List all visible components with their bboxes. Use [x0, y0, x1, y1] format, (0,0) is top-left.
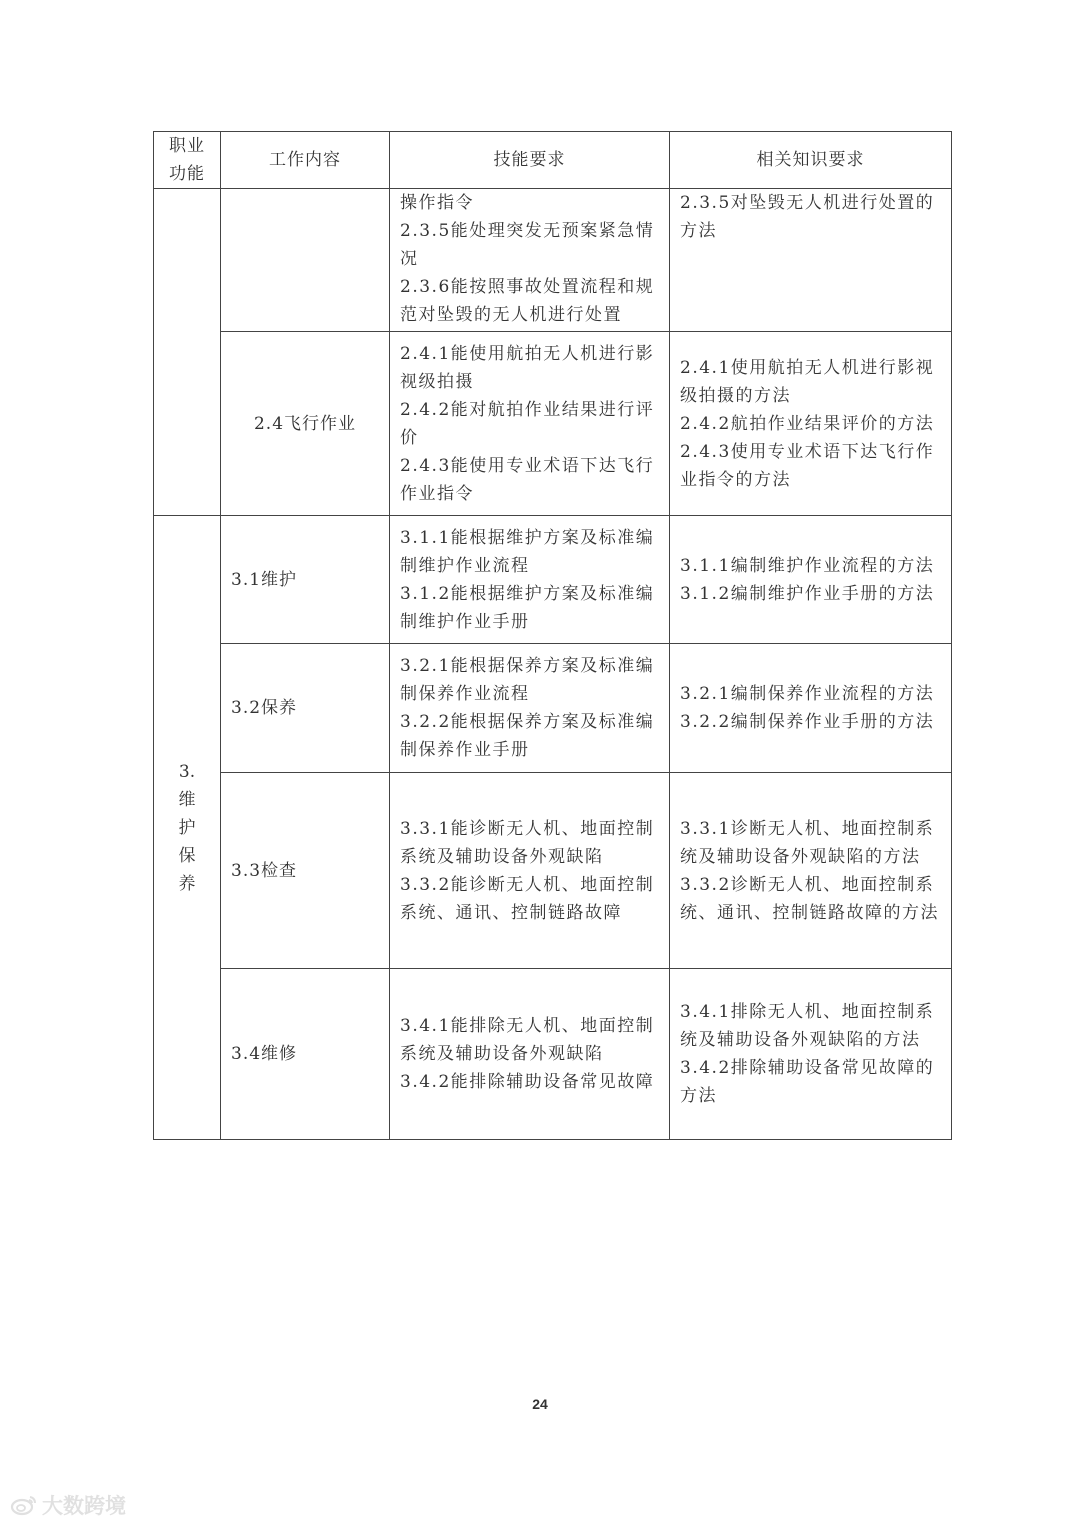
- cell-line: 况: [400, 249, 419, 269]
- header-skill: 技能要求: [390, 132, 670, 189]
- cell-line: 作业指令: [400, 483, 474, 504]
- cell-line: 方法: [680, 221, 717, 241]
- watermark-text: 大数跨境: [42, 1494, 126, 1518]
- cell-line: 2.4.2航拍作业结果评价的方法: [680, 413, 935, 434]
- cell-line: 制维护作业流程: [400, 555, 530, 576]
- skill-cell: [390, 332, 670, 516]
- cell-line: 制保养作业手册: [400, 740, 530, 760]
- table-row: [154, 189, 952, 332]
- knowledge-cell: [670, 969, 952, 1140]
- table-row: [154, 644, 952, 773]
- cell-line: 3.4.1能排除无人机、地面控制: [400, 1016, 655, 1036]
- skill-cell: [390, 644, 670, 773]
- knowledge-cell: [670, 332, 952, 516]
- cell-line: 3.1.1编制维护作业流程的方法: [680, 555, 935, 576]
- cell-line: 3.4.2能排除辅助设备常见故障: [400, 1072, 655, 1092]
- function-label: 3.维护保养: [178, 761, 196, 894]
- cell-line: 2.4.1使用航拍无人机进行影视: [680, 357, 935, 378]
- cell-line: 方法: [680, 1086, 717, 1106]
- cell-line: 统及辅助设备外观缺陷的方法: [680, 1030, 921, 1050]
- cell-line: 2.4.3使用专业术语下达飞行作: [680, 441, 935, 462]
- cell-line: 2.3.5能处理突发无预案紧急情: [400, 221, 655, 241]
- cell-line: 3.2.1编制保养作业流程的方法: [680, 684, 935, 704]
- table-row: [154, 969, 952, 1140]
- cell-line: 系统及辅助设备外观缺陷: [400, 846, 604, 867]
- knowledge-cell: [670, 189, 952, 332]
- knowledge-cell: [670, 516, 952, 644]
- knowledge-cell: [670, 773, 952, 969]
- cell-line: 3.3.2诊断无人机、地面控制系: [680, 874, 935, 895]
- cell-line: 统、通讯、控制链路故障的方法: [680, 902, 939, 923]
- page-number: 24: [532, 1396, 548, 1412]
- knowledge-cell: [670, 644, 952, 773]
- skill-cell: [390, 773, 670, 969]
- cell-line: 3.2.2能根据保养方案及标准编: [400, 712, 655, 732]
- work-cell: 3.2保养: [221, 644, 390, 773]
- cell-line: 价: [400, 427, 419, 448]
- cell-line: 业指令的方法: [680, 469, 791, 490]
- work-cell-continued: [221, 189, 390, 332]
- competency-table: [153, 131, 952, 1140]
- cell-line: 制保养作业流程: [400, 684, 530, 704]
- cell-line: 操作指令: [400, 193, 474, 213]
- header-work: 工作内容: [221, 132, 390, 189]
- cell-line: 3.3.2能诊断无人机、地面控制: [400, 874, 655, 895]
- cell-line: 级拍摄的方法: [680, 385, 791, 406]
- cell-line: 3.3.1能诊断无人机、地面控制: [400, 818, 655, 839]
- work-cell: 3.3检查: [221, 773, 390, 969]
- work-cell: 3.1维护: [221, 516, 390, 644]
- watermark: [10, 1490, 126, 1520]
- cell-line: 3.4.2排除辅助设备常见故障的: [680, 1058, 935, 1078]
- cell-line: 3.3.1诊断无人机、地面控制系: [680, 818, 935, 839]
- cell-line: 2.4.1能使用航拍无人机进行影: [400, 343, 655, 364]
- cell-line: 2.4.2能对航拍作业结果进行评: [400, 399, 655, 420]
- cell-line: 2.3.5对坠毁无人机进行处置的: [680, 193, 935, 213]
- cell-line: 3.1.2编制维护作业手册的方法: [680, 583, 935, 604]
- work-cell: 2.4飞行作业: [221, 332, 390, 516]
- cell-line: 3.1.1能根据维护方案及标准编: [400, 527, 655, 548]
- cell-line: 系统及辅助设备外观缺陷: [400, 1044, 604, 1064]
- cell-line: 2.3.6能按照事故处置流程和规: [400, 277, 655, 297]
- function-cell: [154, 516, 221, 1140]
- cell-line: 视级拍摄: [400, 371, 474, 392]
- table-header-row: [154, 132, 952, 189]
- cell-line: 统及辅助设备外观缺陷的方法: [680, 846, 921, 867]
- cell-line: 3.2.2编制保养作业手册的方法: [680, 712, 935, 732]
- work-cell: 3.4维修: [221, 969, 390, 1140]
- skill-cell: [390, 189, 670, 332]
- header-knowledge: 相关知识要求: [670, 132, 952, 189]
- function-cell-continued: [154, 189, 221, 516]
- weibo-logo-icon: [10, 1494, 38, 1516]
- skill-cell: [390, 969, 670, 1140]
- table-row: [154, 516, 952, 644]
- cell-line: 3.1.2能根据维护方案及标准编: [400, 583, 655, 604]
- cell-line: 系统、通讯、控制链路故障: [400, 902, 622, 923]
- cell-line: 制维护作业手册: [400, 611, 530, 632]
- cell-line: 2.4.3能使用专业术语下达飞行: [400, 455, 655, 476]
- skill-cell: [390, 516, 670, 644]
- cell-line: 范对坠毁的无人机进行处置: [400, 305, 622, 325]
- table-row: [154, 773, 952, 969]
- header-function: 职业功能: [154, 132, 221, 189]
- cell-line: 3.4.1排除无人机、地面控制系: [680, 1002, 935, 1022]
- table-row: [154, 332, 952, 516]
- cell-line: 3.2.1能根据保养方案及标准编: [400, 656, 655, 676]
